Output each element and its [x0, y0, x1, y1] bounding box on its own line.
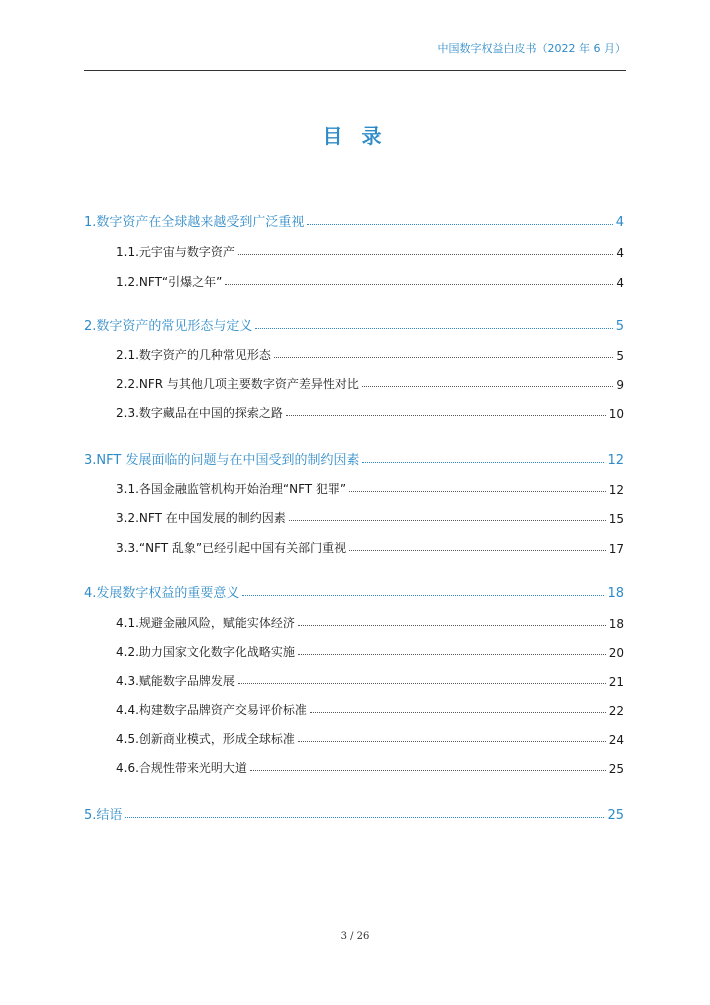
toc-page-number: 24	[608, 733, 624, 747]
toc-entry-label: 4.1.规避金融风险，赋能实体经济	[116, 616, 295, 630]
toc-page-number: 5	[615, 319, 624, 334]
toc-section-3[interactable]	[84, 448, 624, 468]
toc-page-number: 25	[607, 808, 624, 823]
toc-entry-label: 4.6.合规性带来光明大道	[116, 761, 247, 775]
dot-leader	[225, 284, 613, 285]
dot-leader	[125, 817, 604, 818]
toc-page-number: 10	[608, 407, 624, 421]
dot-leader	[298, 625, 606, 626]
dot-leader	[349, 550, 606, 551]
dot-leader	[255, 328, 612, 329]
toc-page-number: 5	[616, 349, 624, 363]
header-rule	[84, 70, 626, 71]
toc-entry-label: 1.2.NFT“引爆之年”	[116, 275, 223, 289]
dot-leader	[289, 520, 606, 521]
toc-entry-1-1[interactable]	[116, 240, 624, 260]
toc-entry-label: 4.5.创新商业模式，形成全球标准	[116, 732, 295, 746]
toc-page-number: 17	[608, 542, 624, 556]
toc-entry-label: 2.2.NFR 与其他几项主要数字资产差异性对比	[116, 377, 359, 391]
toc-section-5[interactable]	[84, 803, 624, 823]
toc-section-label: 3.NFT 发展面临的问题与在中国受到的制约因素	[84, 453, 360, 468]
toc-entry-4-1[interactable]	[116, 611, 624, 631]
toc-entry-4-6[interactable]	[116, 756, 624, 776]
toc-page-number: 18	[607, 586, 624, 601]
toc-page-number: 4	[616, 276, 624, 290]
toc-entry-label: 3.2.NFT 在中国发展的制约因素	[116, 511, 286, 525]
toc-entry-label: 3.1.各国金融监管机构开始治理“NFT 犯罪”	[116, 482, 347, 496]
toc-entry-1-2[interactable]	[116, 270, 624, 290]
toc-page-number: 21	[608, 675, 624, 689]
toc-entry-label: 4.3.赋能数字品牌发展	[116, 674, 235, 688]
toc-entry-label: 2.3.数字藏品在中国的探索之路	[116, 406, 283, 420]
toc-page-number: 12	[608, 483, 624, 497]
toc-section-label: 5.结语	[84, 808, 123, 823]
toc-title: 目 录	[322, 124, 388, 148]
toc-section-1[interactable]	[84, 210, 624, 230]
dot-leader	[238, 683, 606, 684]
toc-page-number: 4	[615, 215, 624, 230]
toc-entry-4-2[interactable]	[116, 640, 624, 660]
toc-entry-4-5[interactable]	[116, 727, 624, 747]
toc-page-number: 18	[608, 617, 624, 631]
toc-page-number: 22	[608, 704, 624, 718]
toc-page-number: 9	[616, 378, 624, 392]
page-number: 3 / 26	[340, 931, 370, 942]
toc-page-number: 15	[608, 512, 624, 526]
dot-leader	[310, 712, 606, 713]
dot-leader	[298, 741, 606, 742]
toc-entry-2-1[interactable]	[116, 343, 624, 363]
dot-leader	[274, 357, 613, 358]
toc-section-label: 4.发展数字权益的重要意义	[84, 586, 240, 601]
toc-entry-2-3[interactable]	[116, 401, 624, 421]
dot-leader	[238, 254, 613, 255]
dot-leader	[362, 462, 604, 463]
toc-entry-3-2[interactable]	[116, 506, 624, 526]
toc-entry-4-4[interactable]	[116, 698, 624, 718]
toc-entry-label: 1.1.元宇宙与数字资产	[116, 245, 235, 259]
toc-page-number: 20	[608, 646, 624, 660]
toc-entry-2-2[interactable]	[116, 372, 624, 392]
toc-entry-3-3[interactable]	[116, 536, 624, 556]
toc-section-2[interactable]	[84, 314, 624, 334]
toc-entry-label: 3.3.“NFT 乱象”已经引起中国有关部门重视	[116, 541, 347, 555]
dot-leader	[349, 491, 606, 492]
toc-page-number: 4	[616, 246, 624, 260]
dot-leader	[242, 595, 604, 596]
dot-leader	[250, 770, 606, 771]
toc-entry-label: 4.4.构建数字品牌资产交易评价标准	[116, 703, 307, 717]
dot-leader	[362, 386, 613, 387]
toc-section-label: 1.数字资产在全球越来越受到广泛重视	[84, 215, 305, 230]
dot-leader	[286, 415, 606, 416]
dot-leader	[298, 654, 606, 655]
toc-section-label: 2.数字资产的常见形态与定义	[84, 319, 253, 334]
toc-entry-3-1[interactable]	[116, 477, 624, 497]
toc-page-number: 25	[608, 762, 624, 776]
toc-entry-label: 4.2.助力国家文化数字化战略实施	[116, 645, 295, 659]
toc-page-number: 12	[607, 453, 624, 468]
dot-leader	[307, 224, 612, 225]
running-header: 中国数字权益白皮书（2022 年 6 月）	[437, 42, 626, 55]
toc-entry-label: 2.1.数字资产的几种常见形态	[116, 348, 271, 362]
toc-section-4[interactable]	[84, 581, 624, 601]
toc-entry-4-3[interactable]	[116, 669, 624, 689]
